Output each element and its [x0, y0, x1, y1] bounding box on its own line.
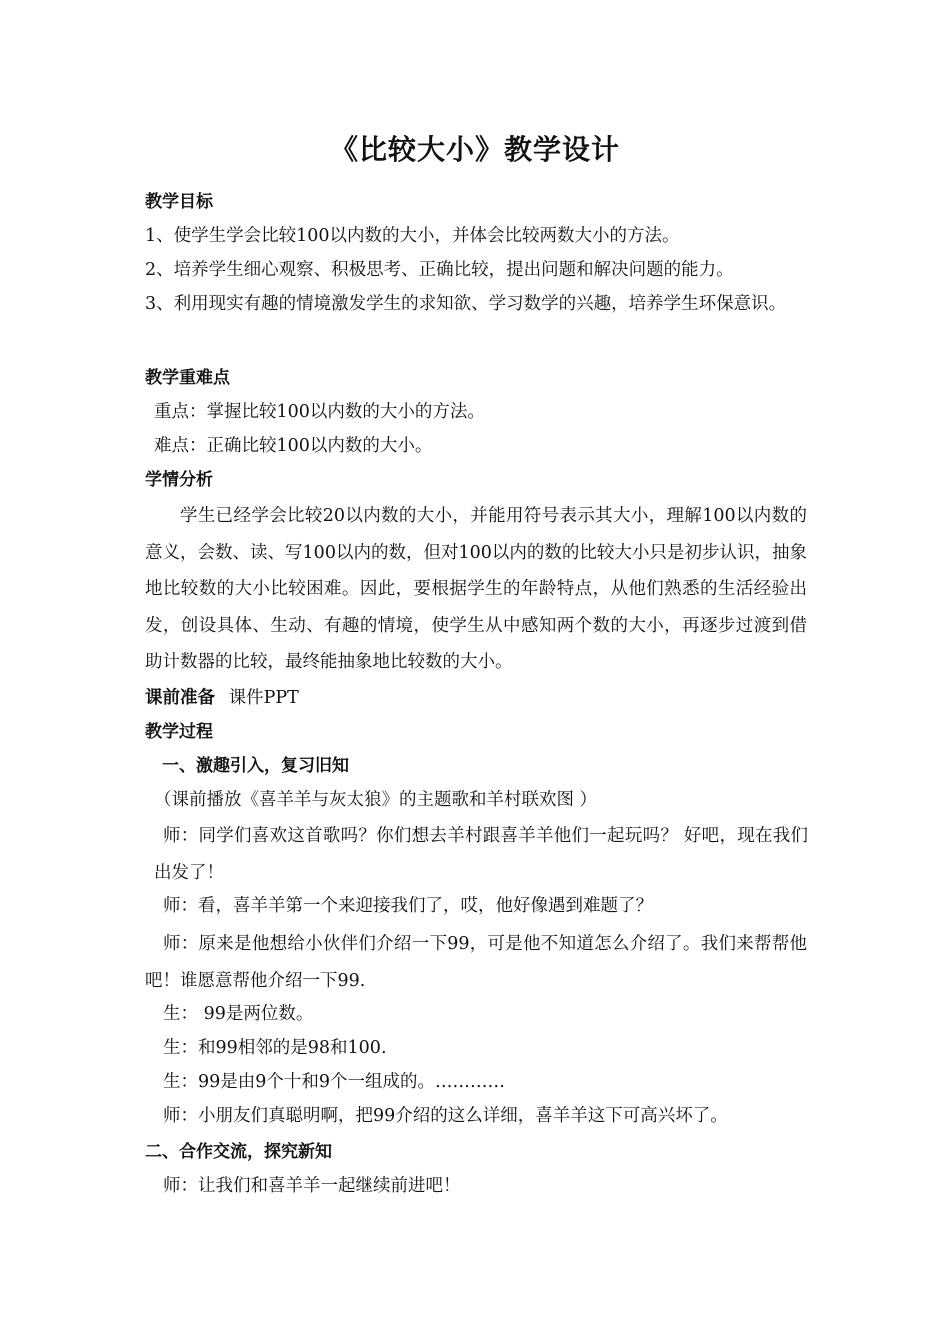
section1-teacher-4: 师：小朋友们真聪明啊，把99介绍的这么详细，喜羊羊这下可高兴坏了。	[163, 1106, 728, 1126]
objective-item-2: 2、培养学生细心观察、积极思考、正确比较，提出问题和解决问题的能力。	[145, 260, 734, 280]
objective-item-1: 1、使学生学会比较100以内数的大小，并体会比较两数大小的方法。	[145, 226, 680, 246]
preparation-text: 课件PPT	[228, 688, 299, 708]
preparation-heading: 课前准备	[145, 688, 215, 708]
key-points-heading: 教学重难点	[145, 368, 230, 388]
process-heading: 教学过程	[145, 722, 213, 742]
objectives-heading: 教学目标	[145, 192, 213, 212]
document-title: 《比较大小》教学设计	[329, 133, 620, 166]
key-point-focus: 重点：掌握比较100以内数的大小的方法。	[154, 402, 485, 422]
key-point-difficulty: 难点：正确比较100以内数的大小。	[154, 436, 433, 456]
objective-item-3: 3、利用现实有趣的情境激发学生的求知欲、学习数学的兴趣，培养学生环保意识。	[145, 294, 787, 314]
analysis-heading: 学情分析	[145, 470, 213, 490]
section1-note: （课前播放《喜羊羊与灰太狼》的主题歌和羊村联欢图 ）	[154, 790, 598, 810]
section1-student-3: 生：99是由9个十和9个一组成的。…………	[163, 1072, 506, 1092]
section1-heading: 一、激趣引入，复习旧知	[162, 756, 349, 776]
section1-teacher-3: 师：原来是他想给小伙伴们介绍一下99，可是他不知道怎么介绍了。我们来帮帮他吧！谁愿意帮他介绍一下99.	[145, 934, 807, 991]
preparation-row	[145, 686, 299, 710]
section1-teacher-1: 师：同学们喜欢这首歌吗？你们想去羊村跟喜羊羊他们一起玩吗？ 好吧，现在我们出发了！	[154, 826, 808, 883]
analysis-paragraph: 学生已经学会比较20以内数的大小，并能用符号表示其大小，理解100以内数的意义，会数、读、写100以内的数，但对100以内的数的比较大小只是初步认识，抽象地比较数的大小比较困难。因此，要根据学生的年龄特点，从他们熟悉的生活经验出发，创设具体、生动、有趣的情境，使学生从中感知两个数的大小，再逐步过渡到借助计数器的比较，最终能抽象地比较数的大小。	[145, 506, 807, 672]
section2-teacher-1: 师：让我们和喜羊羊一起继续前进吧！	[163, 1176, 461, 1196]
section1-student-1: 生： 99是两位数。	[163, 1004, 314, 1024]
section1-student-2: 生：和99相邻的是98和100.	[163, 1038, 387, 1058]
section2-heading: 二、合作交流，探究新知	[145, 1142, 332, 1162]
section1-teacher-2: 师：看，喜羊羊第一个来迎接我们了，哎，他好像遇到难题了？	[163, 896, 653, 916]
